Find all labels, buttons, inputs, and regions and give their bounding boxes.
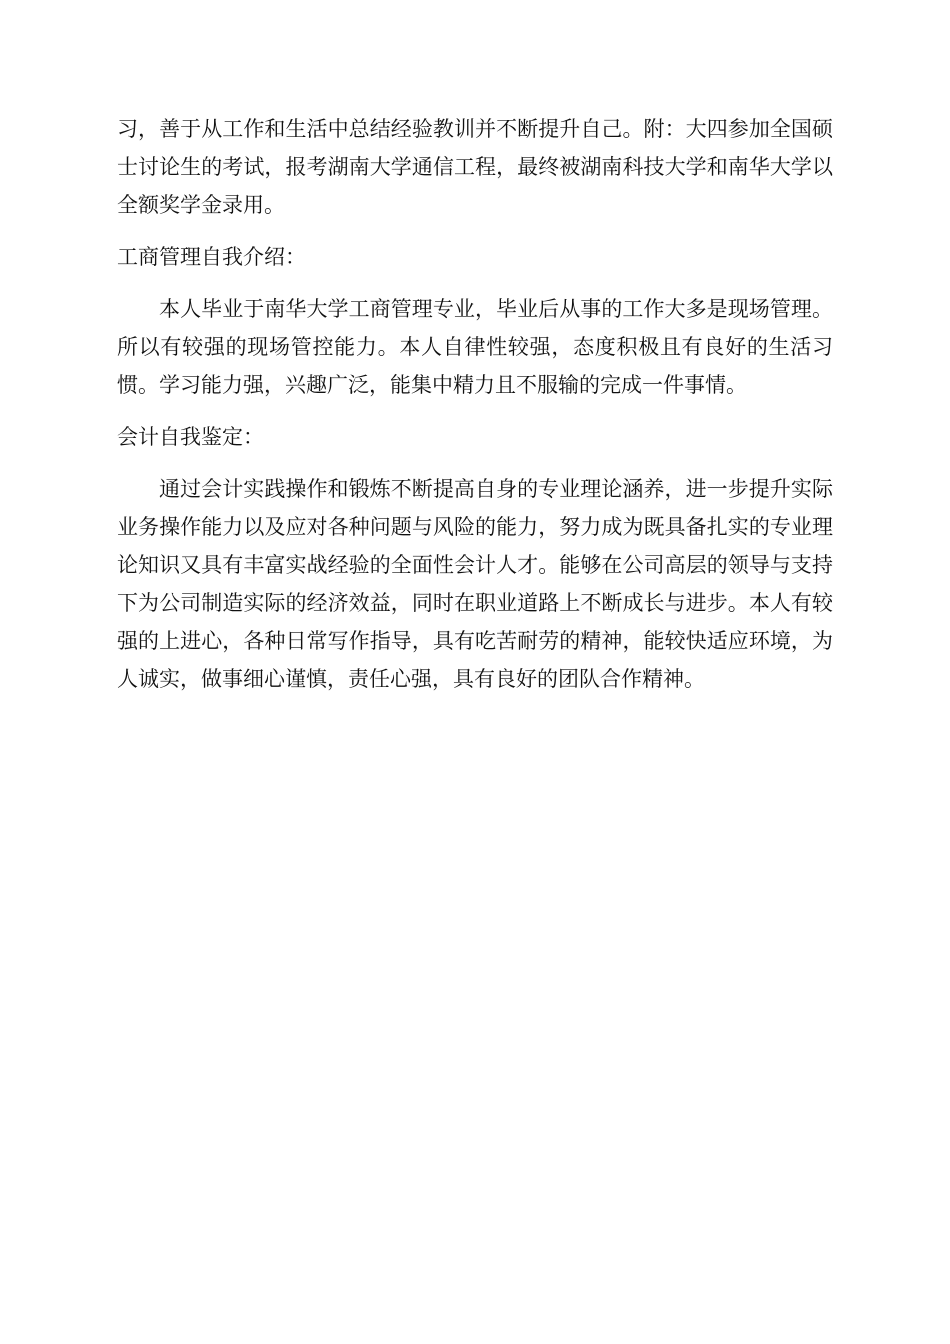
- intro-continuation-paragraph: 习，善于从工作和生活中总结经验教训并不断提升自己。附：大四参加全国硕士讨论生的考试，报考湖南大学通信工程，最终被湖南科技大学和南华大学以全额奖学金录用。: [117, 117, 833, 217]
- accounting-section-heading: 会计自我鉴定：: [117, 425, 264, 449]
- business-section-paragraph: 本人毕业于南华大学工商管理专业，毕业后从事的工作大多是现场管理。所以有较强的现场管控能力。本人自律性较强，态度积极且有良好的生活习惯。学习能力强，兴趣广泛，能集中精力且不服输的完成一件事情。: [117, 297, 833, 397]
- business-section-heading: 工商管理自我介绍：: [117, 245, 306, 269]
- accounting-section-paragraph: 通过会计实践操作和锻炼不断提高自身的专业理论涵养，进一步提升实际业务操作能力以及应对各种问题与风险的能力，努力成为既具备扎实的专业理论知识又具有丰富实战经验的全面性会计人才。能够在公司高层的领导与支持下为公司制造实际的经济效益，同时在职业道路上不断成长与进步。本人有较强的上进心，各种日常写作指导，具有吃苦耐劳的精神，能较快适应环境，为人诚实，做事细心谨慎，责任心强，具有良好的团队合作精神。: [117, 477, 833, 691]
- document-body: [117, 110, 833, 698]
